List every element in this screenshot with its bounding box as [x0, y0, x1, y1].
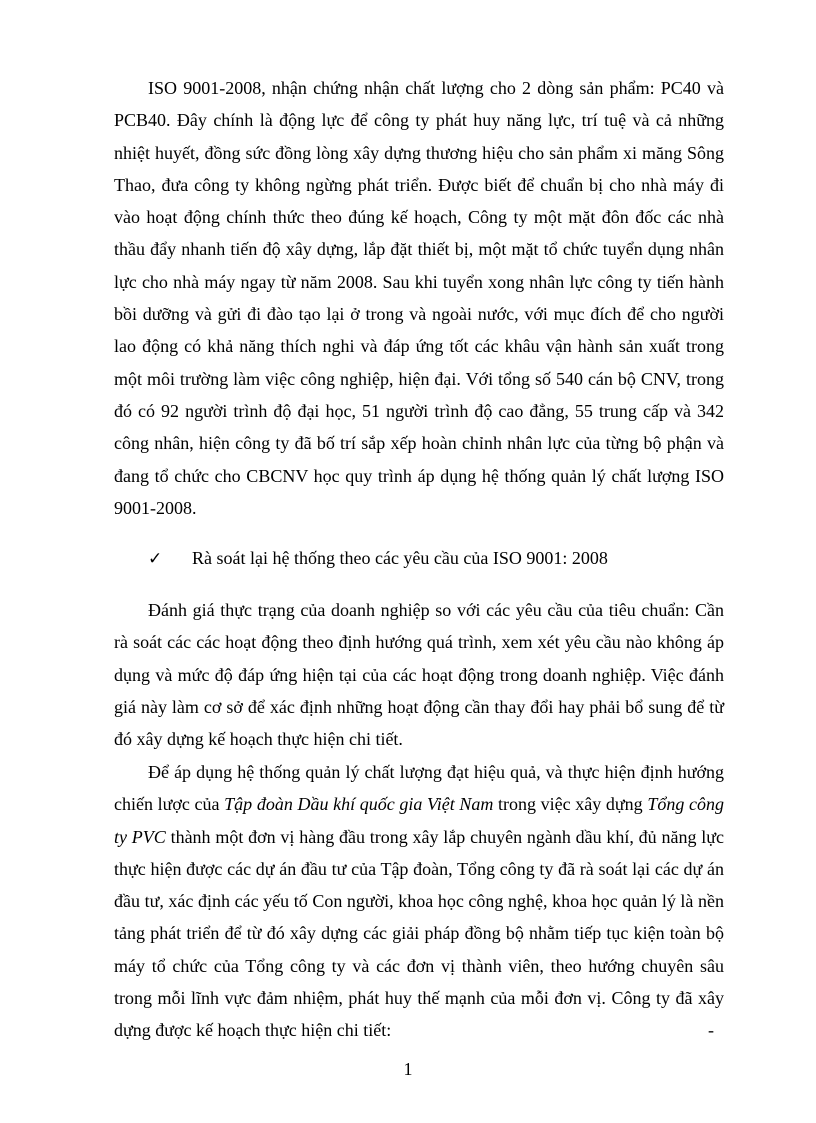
checklist-item-text: Rà soát lại hệ thống theo các yêu cầu của ISO 9001: 2008	[192, 548, 608, 568]
paragraph-iso-certification: ISO 9001-2008, nhận chứng nhận chất lượng cho 2 dòng sản phẩm: PC40 và PCB40. Đây chính là động lực để công ty phát huy năng lực, trí tuệ và cả những nhiệt huyết, đồng sức đồng lòng xây dựng thương hiệu cho sản phẩm xi măng Sông Thao, đưa công ty không ngừng phát triển. Được biết để chuẩn bị cho nhà máy đi vào hoạt động chính thức theo đúng kế hoạch, Công ty một mặt đôn đốc các nhà thầu đẩy nhanh tiến độ xây dựng, lắp đặt thiết bị, một mặt tổ chức tuyển dụng nhân lực cho nhà máy ngay từ năm 2008. Sau khi tuyển xong nhân lực công ty tiến hành bồi dưỡng và gửi đi đào tạo lại ở trong và ngoài nước, với mục đích để cho người lao động có khả năng thích nghi và đáp ứng tốt các khâu vận hành sản xuất trong một môi trường làm việc công nghiệp, hiện đại. Với tổng số 540 cán bộ CNV, trong đó có 92 người trình độ đại học, 51 người trình độ cao đẳng, 55 trung cấp và 342 công nhân, hiện công ty đã bố trí sắp xếp hoàn chỉnh nhân lực của từng bộ phận và đang tổ chức cho CBCNV học quy trình áp dụng hệ thống quản lý chất lượng ISO 9001-2008.	[114, 78, 724, 518]
strategy-text-3: thành một đơn vị hàng đầu trong xây lắp chuyên ngành dầu khí, đủ năng lực thực hiện được các dự án đầu tư của Tập đoàn, Tổng công ty đã rà soát lại các dự án đầu tư, xác định các yếu tố Con người, khoa học công nghệ, khoa học quản lý là nền tảng phát triển để từ đó xây dựng các giải pháp đồng bộ nhằm tiếp tục kiện toàn bộ máy tổ chức của Tổng công ty và các đơn vị thành viên, theo hướng chuyên sâu trong mỗi lĩnh vực đảm nhiệm, phát huy thế mạnh của mỗi đơn vị. Công ty đã xây dựng được kế hoạch thực hiện chi tiết:	[114, 826, 724, 1041]
checkmark-icon: ✓	[148, 549, 163, 569]
trailing-dash: -	[708, 1020, 714, 1041]
strategy-text-1: Để áp dụng hệ thống quản lý chất lượng đạt hiệu quả, và thực hiện định hướng chiến lược của	[114, 762, 724, 815]
strategy-italic-group-name: Tập đoàn Dầu khí quốc gia Việt Nam	[224, 794, 494, 815]
paragraph-assessment: Đánh giá thực trạng của doanh nghiệp so với các yêu cầu của tiêu chuẩn: Cần rà soát các các hoạt động theo định hướng quá trình, xem xét yêu cầu nào không áp dụng và mức độ đáp ứng hiện tại của các hoạt động trong doanh nghiệp. Việc đánh giá này làm cơ sở để xác định những hoạt động cần thay đổi hay phải bổ sung để từ đó xây dựng kế hoạch thực hiện chi tiết.	[114, 600, 724, 750]
strategy-italic-company-name: Tổng công ty PVC	[114, 794, 724, 847]
checklist-item	[148, 545, 608, 572]
page-number: 1	[403, 1059, 413, 1079]
strategy-text-2: trong việc xây dựng	[493, 794, 648, 815]
paragraph-strategy	[114, 756, 724, 1047]
